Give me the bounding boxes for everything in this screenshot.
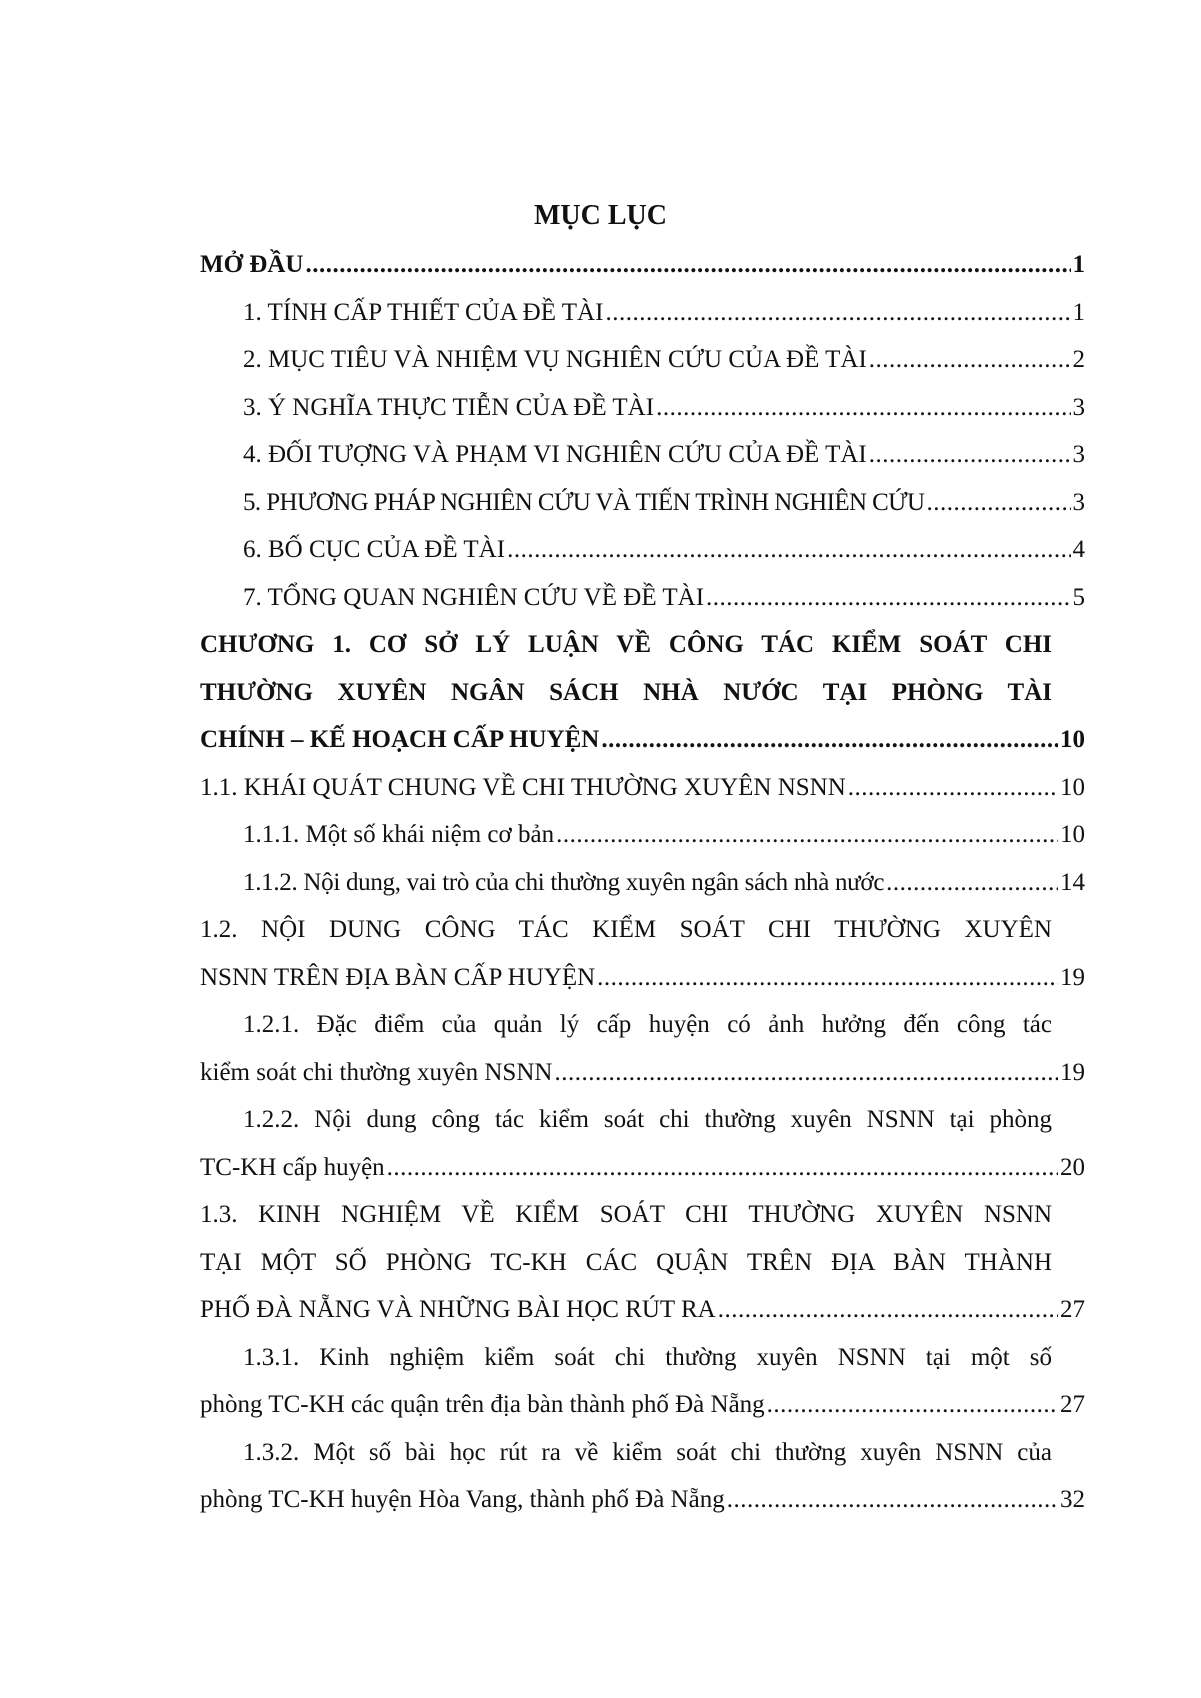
leader-dots (305, 245, 1070, 285)
toc-entry[interactable] (200, 958, 1085, 998)
toc-entry[interactable] (243, 578, 1085, 618)
leader-dots (601, 720, 1058, 760)
toc-entry-page: 32 (1060, 1486, 1085, 1513)
toc-entry-text: PHỐ ĐÀ NẴNG VÀ NHỮNG BÀI HỌC RÚT RA (200, 1296, 716, 1323)
toc-entry-line[interactable]: 1.3.2. Một số bài học rút ra về kiểm soát chi thường xuyên NSNN của (243, 1439, 1052, 1466)
toc-entry-text: MỞ ĐẦU (200, 251, 304, 278)
toc-entry-text: 1.1. KHÁI QUÁT CHUNG VỀ CHI THƯỜNG XUYÊN NSNN (200, 774, 846, 801)
leader-dots (387, 1148, 1058, 1188)
toc-entry-page: 2 (1072, 346, 1085, 373)
toc-entry[interactable] (200, 1480, 1085, 1520)
toc-entry-line[interactable]: CHƯƠNG 1. CƠ SỞ LÝ LUẬN VỀ CÔNG TÁC KIỂM SOÁT CHI (200, 631, 1052, 658)
leader-dots (926, 483, 1070, 523)
toc-entry[interactable] (200, 1053, 1085, 1093)
toc-entry-page: 1 (1072, 251, 1085, 278)
toc-entry-line[interactable]: 1.3. KINH NGHIỆM VỀ KIỂM SOÁT CHI THƯỜNG XUYÊN NSNN (200, 1201, 1052, 1228)
toc-entry-text: CHÍNH – KẾ HOẠCH CẤP HUYỆN (200, 726, 600, 753)
toc-entry-page: 19 (1060, 964, 1085, 991)
leader-dots (605, 293, 1070, 333)
leader-dots (507, 530, 1070, 570)
toc-entry-page: 10 (1060, 774, 1085, 801)
toc-entry-page: 3 (1072, 489, 1085, 516)
toc-entry-text: phòng TC-KH huyện Hòa Vang, thành phố Đà Nẵng (200, 1486, 725, 1513)
toc-entry-page: 10 (1060, 821, 1085, 848)
toc-entry[interactable] (243, 530, 1085, 570)
leader-dots (869, 435, 1071, 475)
toc-entry-text: 1. TÍNH CẤP THIẾT CỦA ĐỀ TÀI (243, 299, 604, 326)
toc-entry[interactable] (200, 768, 1085, 808)
toc-entry-page: 19 (1060, 1059, 1085, 1086)
leader-dots (886, 863, 1058, 903)
toc-entry-line[interactable]: 1.2.2. Nội dung công tác kiểm soát chi thường xuyên NSNN tại phòng (243, 1106, 1052, 1133)
toc-entry[interactable] (200, 1148, 1085, 1188)
toc-entry-page: 3 (1072, 394, 1085, 421)
toc-entry-text: TC-KH cấp huyện (200, 1154, 385, 1181)
leader-dots (656, 388, 1070, 428)
toc-entry-text: kiểm soát chi thường xuyên NSNN (200, 1059, 553, 1086)
leader-dots (848, 768, 1058, 808)
leader-dots (556, 815, 1058, 855)
toc-entry-text: 1.1.2. Nội dung, vai trò của chi thường xuyên ngân sách nhà nước (243, 869, 885, 896)
toc-entry-page: 27 (1060, 1296, 1085, 1323)
toc-entry-text: 5. PHƯƠNG PHÁP NGHIÊN CỨU VÀ TIẾN TRÌNH NGHIÊN CỨU (243, 489, 925, 516)
toc-entry-page: 1 (1072, 299, 1085, 326)
toc-entry[interactable] (200, 1290, 1085, 1330)
toc-entry[interactable] (243, 483, 1085, 523)
toc-entry-line[interactable]: 1.2. NỘI DUNG CÔNG TÁC KIỂM SOÁT CHI THƯỜNG XUYÊN (200, 916, 1052, 943)
toc-entry-text: 6. BỐ CỤC CỦA ĐỀ TÀI (243, 536, 506, 563)
toc-entry-line[interactable]: THƯỜNG XUYÊN NGÂN SÁCH NHÀ NƯỚC TẠI PHÒNG TÀI (200, 679, 1052, 706)
toc-entry[interactable] (200, 1385, 1085, 1425)
toc-entry[interactable] (243, 863, 1085, 903)
leader-dots (869, 340, 1071, 380)
toc-entry-line[interactable]: 1.2.1. Đặc điểm của quản lý cấp huyện có ảnh hưởng đến công tác (243, 1011, 1052, 1038)
toc-title: MỤC LỤC (534, 200, 667, 231)
leader-dots (718, 1290, 1058, 1330)
leader-dots (767, 1385, 1058, 1425)
toc-entry[interactable] (243, 435, 1085, 475)
toc-entry-page: 27 (1060, 1391, 1085, 1418)
toc-entry-page: 14 (1060, 869, 1085, 896)
toc-entry-text: 7. TỔNG QUAN NGHIÊN CỨU VỀ ĐỀ TÀI (243, 584, 705, 611)
toc-entry-text: phòng TC-KH các quận trên địa bàn thành phố Đà Nẵng (200, 1391, 765, 1418)
toc-entry[interactable] (243, 815, 1085, 855)
leader-dots (597, 958, 1058, 998)
toc-entry[interactable] (200, 245, 1085, 285)
toc-entry-page: 10 (1060, 726, 1085, 753)
toc-entry-page: 20 (1060, 1154, 1085, 1181)
toc-entry[interactable] (200, 720, 1085, 760)
toc-entry-line[interactable]: TẠI MỘT SỐ PHÒNG TC-KH CÁC QUẬN TRÊN ĐỊA BÀN THÀNH (200, 1249, 1052, 1276)
leader-dots (554, 1053, 1058, 1093)
toc-entry[interactable] (243, 388, 1085, 428)
toc-entry-text: 3. Ý NGHĨA THỰC TIỄN CỦA ĐỀ TÀI (243, 394, 655, 421)
toc-entry-page: 4 (1072, 536, 1085, 563)
toc-entry[interactable] (243, 340, 1085, 380)
leader-dots (727, 1480, 1058, 1520)
toc-entry-page: 5 (1072, 584, 1085, 611)
toc-entry-page: 3 (1072, 441, 1085, 468)
toc-entry-line[interactable]: 1.3.1. Kinh nghiệm kiểm soát chi thường xuyên NSNN tại một số (243, 1344, 1052, 1371)
leader-dots (706, 578, 1070, 618)
toc-entry-text: NSNN TRÊN ĐỊA BÀN CẤP HUYỆN (200, 964, 596, 991)
toc-entry-text: 2. MỤC TIÊU VÀ NHIỆM VỤ NGHIÊN CỨU CỦA ĐỀ TÀI (243, 346, 867, 373)
toc-entry[interactable] (243, 293, 1085, 333)
toc-entry-text: 4. ĐỐI TƯỢNG VÀ PHẠM VI NGHIÊN CỨU CỦA ĐỀ TÀI (243, 441, 867, 468)
toc-entry-text: 1.1.1. Một số khái niệm cơ bản (243, 821, 555, 848)
